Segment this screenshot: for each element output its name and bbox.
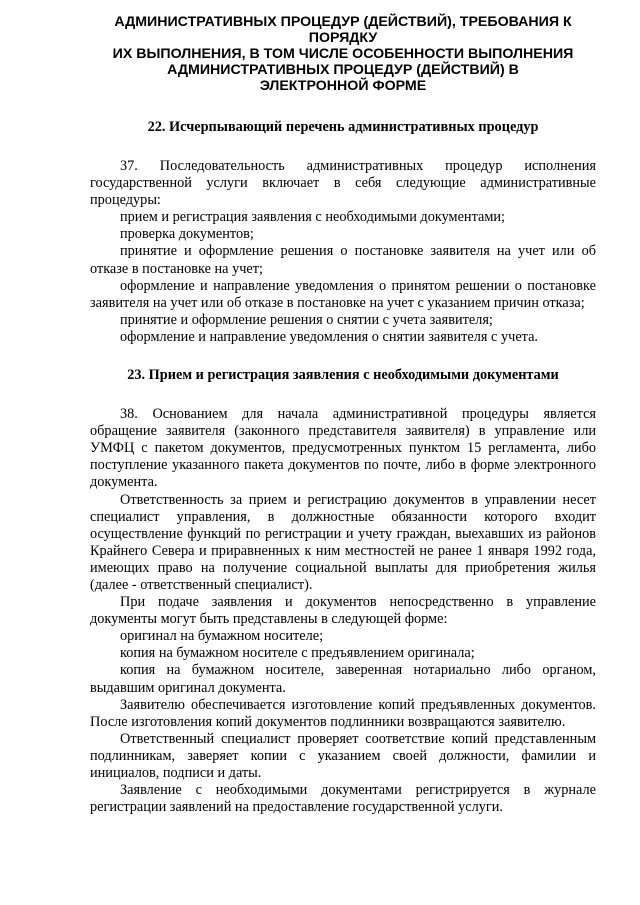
paragraph: Заявление с необходимыми документами регистрируется в журнале регистрации заявлений на предоставление государственной услуги. [90,782,596,816]
title-line-3: АДМИНИСТРАТИВНЫХ ПРОЦЕДУР (ДЕЙСТВИЙ) В [167,62,519,78]
section-23-heading: 23. Прием и регистрация заявления с необходимыми документами [127,367,559,384]
title-line-2: ИХ ВЫПОЛНЕНИЯ, В ТОМ ЧИСЛЕ ОСОБЕННОСТИ ВЫПОЛНЕНИЯ [112,46,574,62]
paragraph: Ответственный специалист проверяет соответствие копий представленным подлинникам, заверяет копии с указанием своей должности, фамилии и инициалов, подписи и даты. [90,730,596,781]
list-item: принятие и оформление решения о постановке заявителя на учет или об отказе в постановке на учет; [90,243,596,277]
document-title [86,14,600,94]
title-line-1: АДМИНИСТРАТИВНЫХ ПРОЦЕДУР (ДЕЙСТВИЙ), ТРЕБОВАНИЯ К ПОРЯДКУ [114,14,572,46]
paragraph: 37. Последовательность административных процедур исполнения государственной услуги включает в себя следующие административные процедуры: [90,158,596,209]
list-item: оформление и направление уведомления о снятии заявителя с учета. [120,328,539,345]
paragraph: При подаче заявления и документов непосредственно в управление документы могут быть представлены в следующей форме: [90,594,596,628]
list-item: копия на бумажном носителе с предъявлением оригинала; [120,645,475,662]
list-item: проверка документов; [120,226,254,243]
list-item: оригинал на бумажном носителе; [120,628,324,645]
section-23-body [90,406,596,816]
list-item: прием и регистрация заявления с необходимыми документами; [120,209,506,226]
section-22-heading: 22. Исчерпывающий перечень административных процедур [147,119,539,135]
list-item: принятие и оформление решения о снятии с учета заявителя; [120,311,493,328]
list-item: оформление и направление уведомления о принятом решении о постановке заявителя на учет или об отказе в постановке на учет с указанием причин отказа; [90,277,596,311]
title-line-4: ЭЛЕКТРОННОЙ ФОРМЕ [259,78,427,94]
paragraph: 38. Основанием для начала административной процедуры является обращение заявителя (законного представителя заявителя) в управление или УМФЦ с пакетом документов, предусмотренных пунктом 15 регламента, либо поступление указанного пакета документов по почте, либо в форме электронного документа. [90,406,596,491]
paragraph: Заявителю обеспечивается изготовление копий предъявленных документов. После изготовления копий документов подлинники возвращаются заявителю. [90,696,596,730]
section-22-body [90,158,596,346]
list-item: копия на бумажном носителе, заверенная нотариально либо органом, выдавшим оригинал документа. [90,662,596,696]
paragraph: Ответственность за прием и регистрацию документов в управлении несет специалист управления, в должностные обязанности которого входит осуществление функций по регистрации и учету граждан, выехавших из районов Крайнего Севера и приравненных к ним местностей не ранее 1 января 1992 года, имеющих право на получение социальной выплаты для приобретения жилья (далее - ответственный специалист). [90,491,596,593]
